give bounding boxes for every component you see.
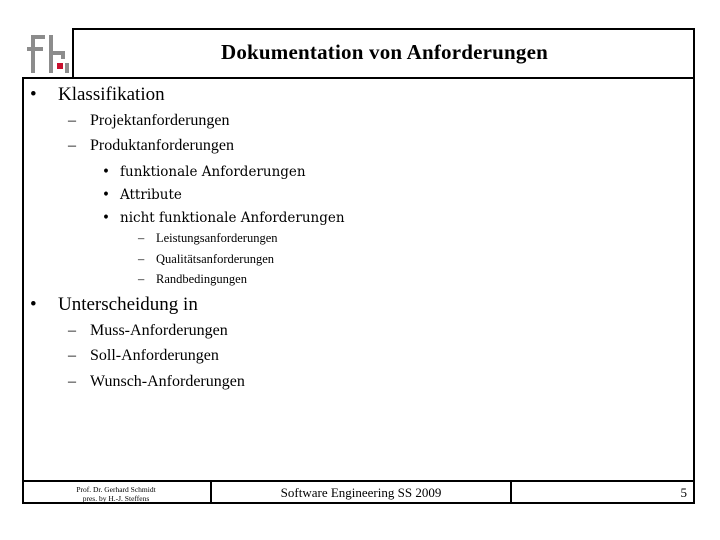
fh-logo [22,28,74,77]
bullet-icon: • [30,84,37,105]
dash-icon: – [68,137,76,154]
dash-icon: – [68,322,76,339]
footer-author: Prof. Dr. Gerhard Schmidt pres. by H.-J. Steffens [22,482,212,504]
fh-logo-icon [25,31,71,75]
dash-icon: – [68,373,76,390]
bullet-icon: • [30,294,37,315]
dash-icon: – [138,272,145,286]
dash-icon: – [138,231,145,245]
bullet-icon: • [102,164,110,180]
slide-header [22,28,695,79]
slide-footer [22,480,695,504]
page-title: Dokumentation von Anforderungen [220,40,549,64]
dash-icon: – [68,347,76,364]
bullet-icon: • [102,187,110,203]
dash-icon: – [138,252,145,266]
page-number: 5 [680,485,687,500]
dash-icon: – [68,112,76,129]
footer-course: Software Engineering SS 2009 [212,482,512,504]
bullet-icon: • [102,210,110,226]
